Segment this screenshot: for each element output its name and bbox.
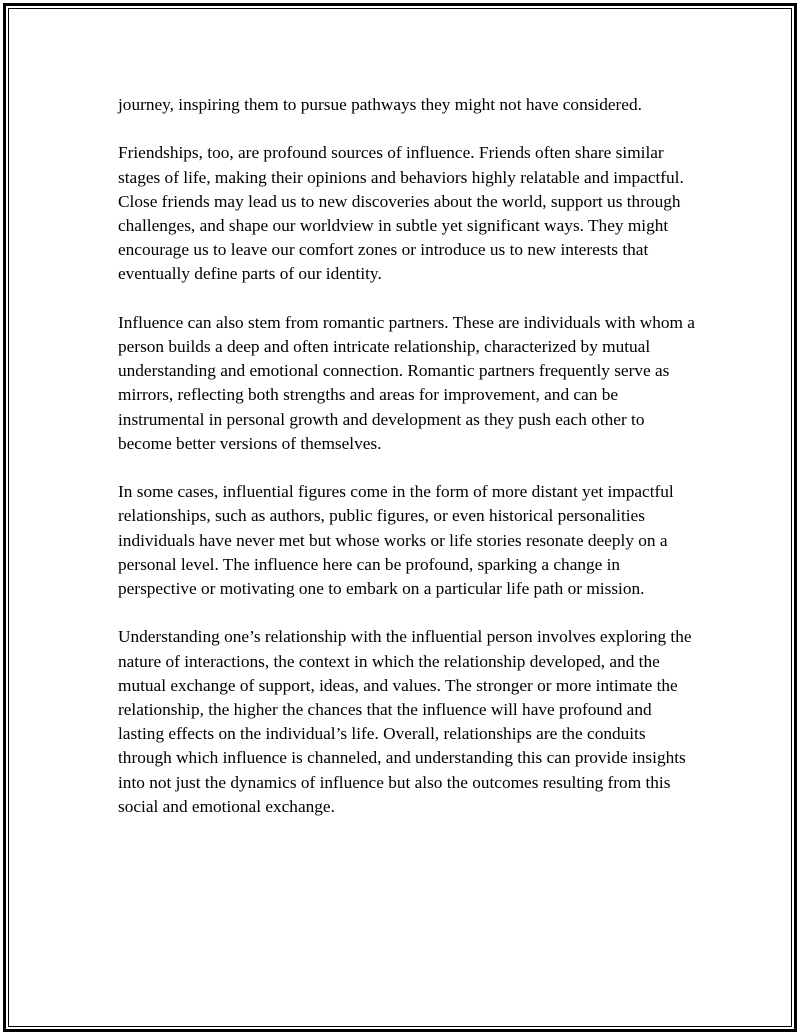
paragraph-continuation: journey, inspiring them to pursue pathways they might not have considered. [118,95,642,114]
document-body [118,93,698,843]
paragraph-friendships: Friendships, too, are profound sources of influence. Friends often share similar stages of life, making their opinions and behaviors highly relatable and impactful. Close friends may lead us to new discoveries about the world, support us through challenges, and shape our worldview in subtle yet significant ways. They might encourage us to leave our comfort zones or introduce us to new interests that eventually define parts of our identity. [118,143,684,284]
paragraph-understanding: Understanding one’s relationship with the influential person involves exploring the nature of interactions, the context in which the relationship developed, and the mutual exchange of support, ideas, and values. The stronger or more intimate the relationship, the higher the chances that the influence will have profound and lasting effects on the individual’s life. Overall, relationships are the conduits through which influence is channeled, and understanding this can provide insights into not just the dynamics of influence but also the outcomes resulting from this social and emotional exchange. [118,627,692,816]
paragraph-distant-figures: In some cases, influential figures come in the form of more distant yet impactful relationships, such as authors, public figures, or even historical personalities individuals have never met but whose works or life stories resonate deeply on a personal level. The influence here can be profound, sparking a change in perspective or motivating one to embark on a particular life path or mission. [118,482,674,599]
paragraph-romantic-partners: Influence can also stem from romantic partners. These are individuals with whom a person builds a deep and often intricate relationship, characterized by mutual understanding and emotional connection. Romantic partners frequently serve as mirrors, reflecting both strengths and areas for improvement, and can be instrumental in personal growth and development as they push each other to become better versions of themselves. [118,312,695,453]
